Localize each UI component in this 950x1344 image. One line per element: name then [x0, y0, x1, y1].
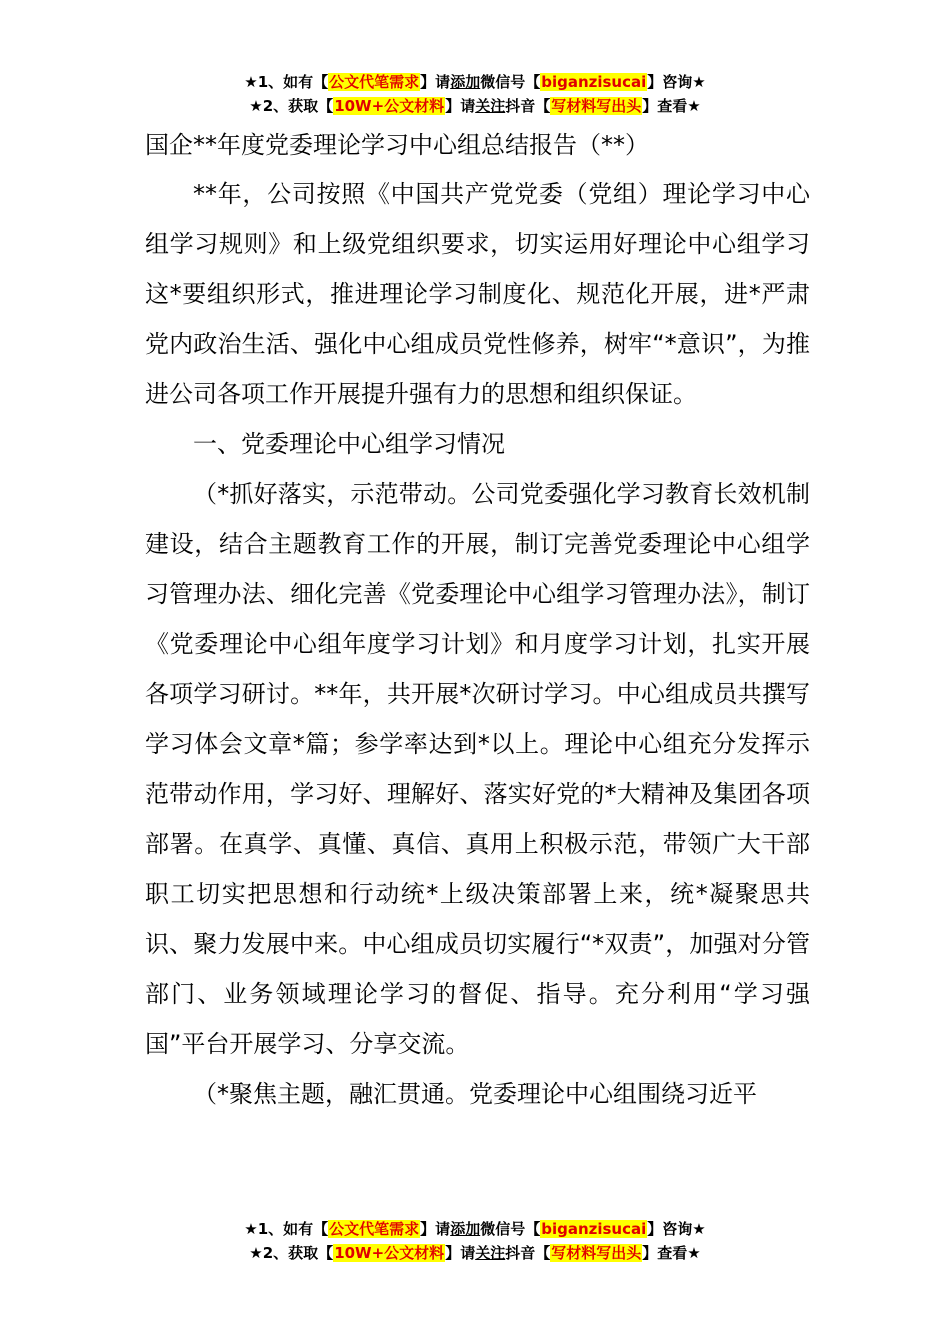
document-body [145, 123, 810, 1119]
section-heading: 一、党委理论中心组学习情况 [193, 430, 505, 458]
banner-text: ★2、获取【 [249, 1244, 334, 1262]
banner-text: ★2、获取【 [249, 97, 334, 115]
banner-highlight: 公文代笔需求 [329, 1220, 420, 1238]
banner-line-2 [0, 94, 950, 118]
banner-highlight: biganzisucai [541, 73, 647, 91]
banner-highlight: 公文代笔需求 [329, 73, 420, 91]
banner-line-2 [0, 1241, 950, 1265]
banner-text: 】查看★ [642, 1244, 701, 1262]
banner-line-1 [0, 1217, 950, 1241]
banner-emphasis: 添加 [450, 1220, 481, 1238]
paragraph: **年，公司按照《中国共产党党委（党组）理论学习中心组学习规则》和上级党组织要求，切实运用好理论中心组学习这*要组织形式，推进理论学习制度化、规范化开展，进*严肃党内政治生活、强化中心组成员党性修养，树牢“*意识”，为推进公司各项工作开展提升强有力的思想和组织保证。 [145, 180, 810, 408]
banner-text: ★1、如有【 [244, 73, 329, 91]
banner-text: ★1、如有【 [244, 1220, 329, 1238]
banner-line-1 [0, 70, 950, 94]
banner-text: 抖音【 [505, 97, 551, 115]
banner-text: 】请 [445, 1244, 476, 1262]
banner-emphasis: 关注 [475, 1244, 506, 1262]
banner-highlight: 写材料写出头 [551, 1244, 642, 1262]
banner-text: 】咨询★ [647, 1220, 706, 1238]
banner-highlight: 写材料写出头 [551, 97, 642, 115]
paragraph: （*聚焦主题，融汇贯通。党委理论中心组围绕习近平 [193, 1080, 757, 1108]
banner-text: 】咨询★ [647, 73, 706, 91]
banner-text: 】查看★ [642, 97, 701, 115]
banner-emphasis: 添加 [450, 73, 481, 91]
banner-highlight: 10W+公文材料 [334, 97, 445, 115]
banner-text: 微信号【 [480, 73, 541, 91]
banner-emphasis: 关注 [475, 97, 506, 115]
banner-text: 微信号【 [480, 1220, 541, 1238]
banner-highlight: biganzisucai [541, 1220, 647, 1238]
paragraph: （*抓好落实，示范带动。公司党委强化学习教育长效机制建设，结合主题教育工作的开展，制订完善党委理论中心组学习管理办法、细化完善《党委理论中心组学习管理办法》，制订《党委理论中心组年度学习计划》和月度学习计划，扎实开展各项学习研讨。**年，共开展*次研讨学习。中心组成员共撰写学习体会文章*篇；参学率达到*以上。理论中心组充分发挥示范带动作用，学习好、理解好、落实好党的*大精神及集团各项部署。在真学、真懂、真信、真用上积极示范，带领广大干部职工切实把思想和行动统*上级决策部署上来，统*凝聚思共识、聚力发展中来。中心组成员切实履行“*双责”，加强对分管部门、业务领域理论学习的督促、指导。充分利用“学习强国”平台开展学习、分享交流。 [145, 480, 810, 1058]
document-title: 国企**年度党委理论学习中心组总结报告（**） [145, 131, 649, 159]
banner-text: 】请 [445, 97, 476, 115]
banner-text: 】请 [420, 73, 451, 91]
footer-banner [0, 1217, 950, 1265]
banner-text: 抖音【 [505, 1244, 551, 1262]
banner-text: 】请 [420, 1220, 451, 1238]
header-banner [0, 70, 950, 118]
banner-highlight: 10W+公文材料 [334, 1244, 445, 1262]
